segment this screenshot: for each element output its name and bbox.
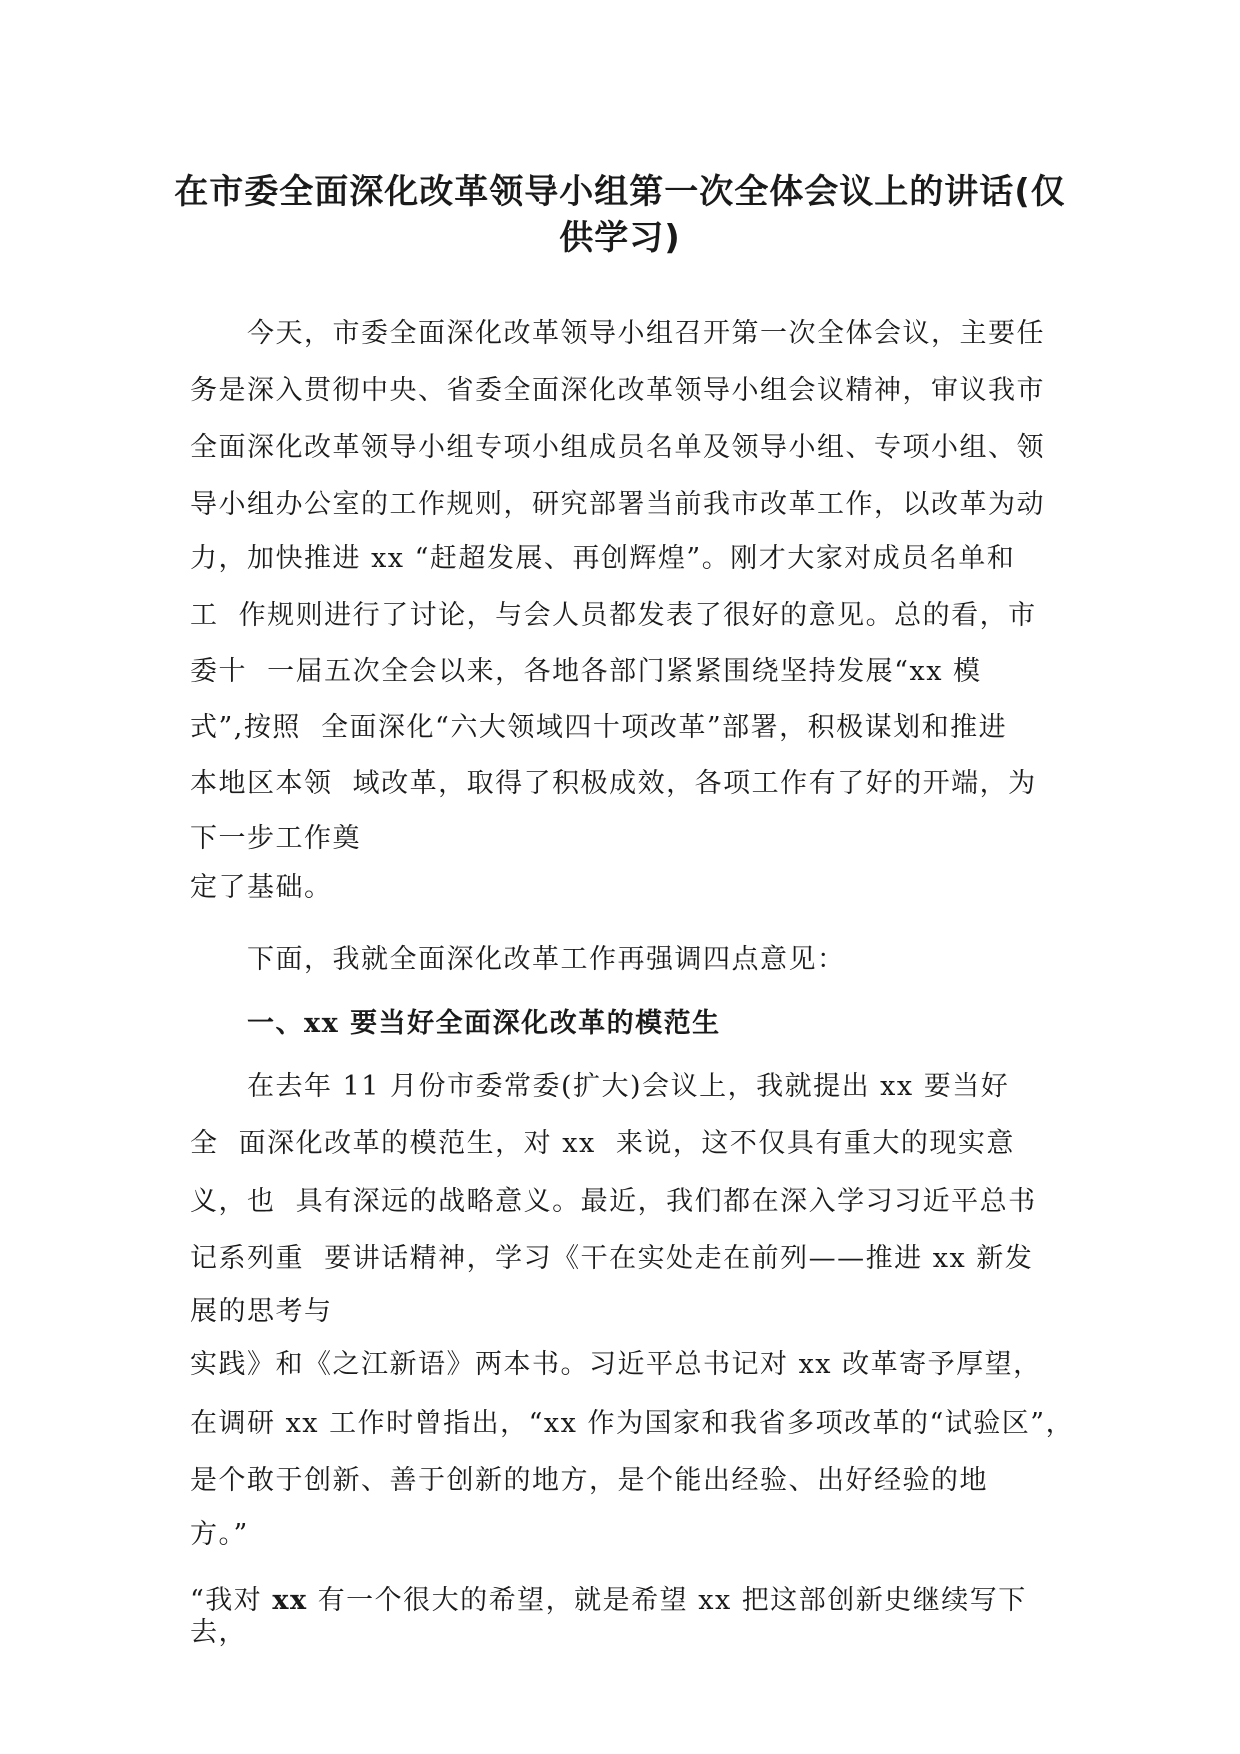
quote-prefix: “我对 (190, 1585, 273, 1616)
paragraph-line: 式”,按照 全面深化“六大领域四十项改革”部署，积极谋划和推进 (190, 712, 1008, 743)
paragraph-line: 全 面深化改革的模范生，对 xx 来说，这不仅具有重大的现实意 (190, 1128, 1015, 1159)
document-title-line-2: 供学习) (559, 218, 681, 258)
paragraph-transition: 下面，我就全面深化改革工作再强调四点意见： (190, 944, 846, 975)
paragraph-line: 义，也 具有深远的战略意义。最近，我们都在深入学习习近平总书 (190, 1186, 1037, 1217)
paragraph-line: 展的思考与 (190, 1296, 333, 1327)
document-title-line-1: 在市委全面深化改革领导小组第一次全体会议上的讲话(仅 (174, 172, 1066, 212)
quote-line-1 (190, 1582, 1027, 1620)
paragraph-line: 导小组办公室的工作规则，研究部署当前我市改革工作，以改革为动 (190, 489, 1045, 520)
paragraph-line: 方。” (190, 1519, 249, 1550)
paragraph-line: 实践》和《之江新语》两本书。习近平总书记对 xx 改革寄予厚望， (190, 1349, 1042, 1380)
paragraph-line: 下一步工作奠 (190, 823, 361, 854)
paragraph-line: 在去年 11 月份市委常委(扩大)会议上，我就提出 xx 要当好 (190, 1071, 1010, 1102)
quote-line-2: 去， (190, 1617, 247, 1648)
section-heading-1: 一、xx 要当好全面深化改革的模范生 (190, 1008, 721, 1039)
paragraph-line: 今天，市委全面深化改革领导小组召开第一次全体会议，主要任 (190, 318, 1045, 349)
quote-suffix: 有一个很大的希望，就是希望 xx 把这部创新史继续写下 (307, 1585, 1027, 1616)
paragraph-line: 在调研 xx 工作时曾指出，“xx 作为国家和我省多项改革的“试验区”， (190, 1408, 1075, 1439)
paragraph-line: 务是深入贯彻中央、省委全面深化改革领导小组会议精神，审议我市 (190, 375, 1045, 406)
paragraph-line: 工 作规则进行了讨论，与会人员都发表了很好的意见。总的看，市 (190, 600, 1037, 631)
paragraph-line: 是个敢于创新、善于创新的地方，是个能出经验、出好经验的地 (190, 1465, 988, 1496)
quote-bold: xx (272, 1585, 308, 1616)
paragraph-line: 委十 一届五次全会以来，各地各部门紧紧围绕坚持发展“xx 模 (190, 656, 982, 687)
paragraph-line: 本地区本领 域改革，取得了积极成效，各项工作有了好的开端，为 (190, 768, 1037, 799)
paragraph-line: 定了基础。 (190, 872, 333, 903)
paragraph-line: 全面深化改革领导小组专项小组成员名单及领导小组、专项小组、领 (190, 432, 1045, 463)
paragraph-line: 力，加快推进 xx “赶超发展、再创辉煌”。刚才大家对成员名单和 (190, 543, 1016, 574)
paragraph-line: 记系列重 要讲话精神，学习《干在实处走在前列——推进 xx 新发 (190, 1243, 1034, 1274)
